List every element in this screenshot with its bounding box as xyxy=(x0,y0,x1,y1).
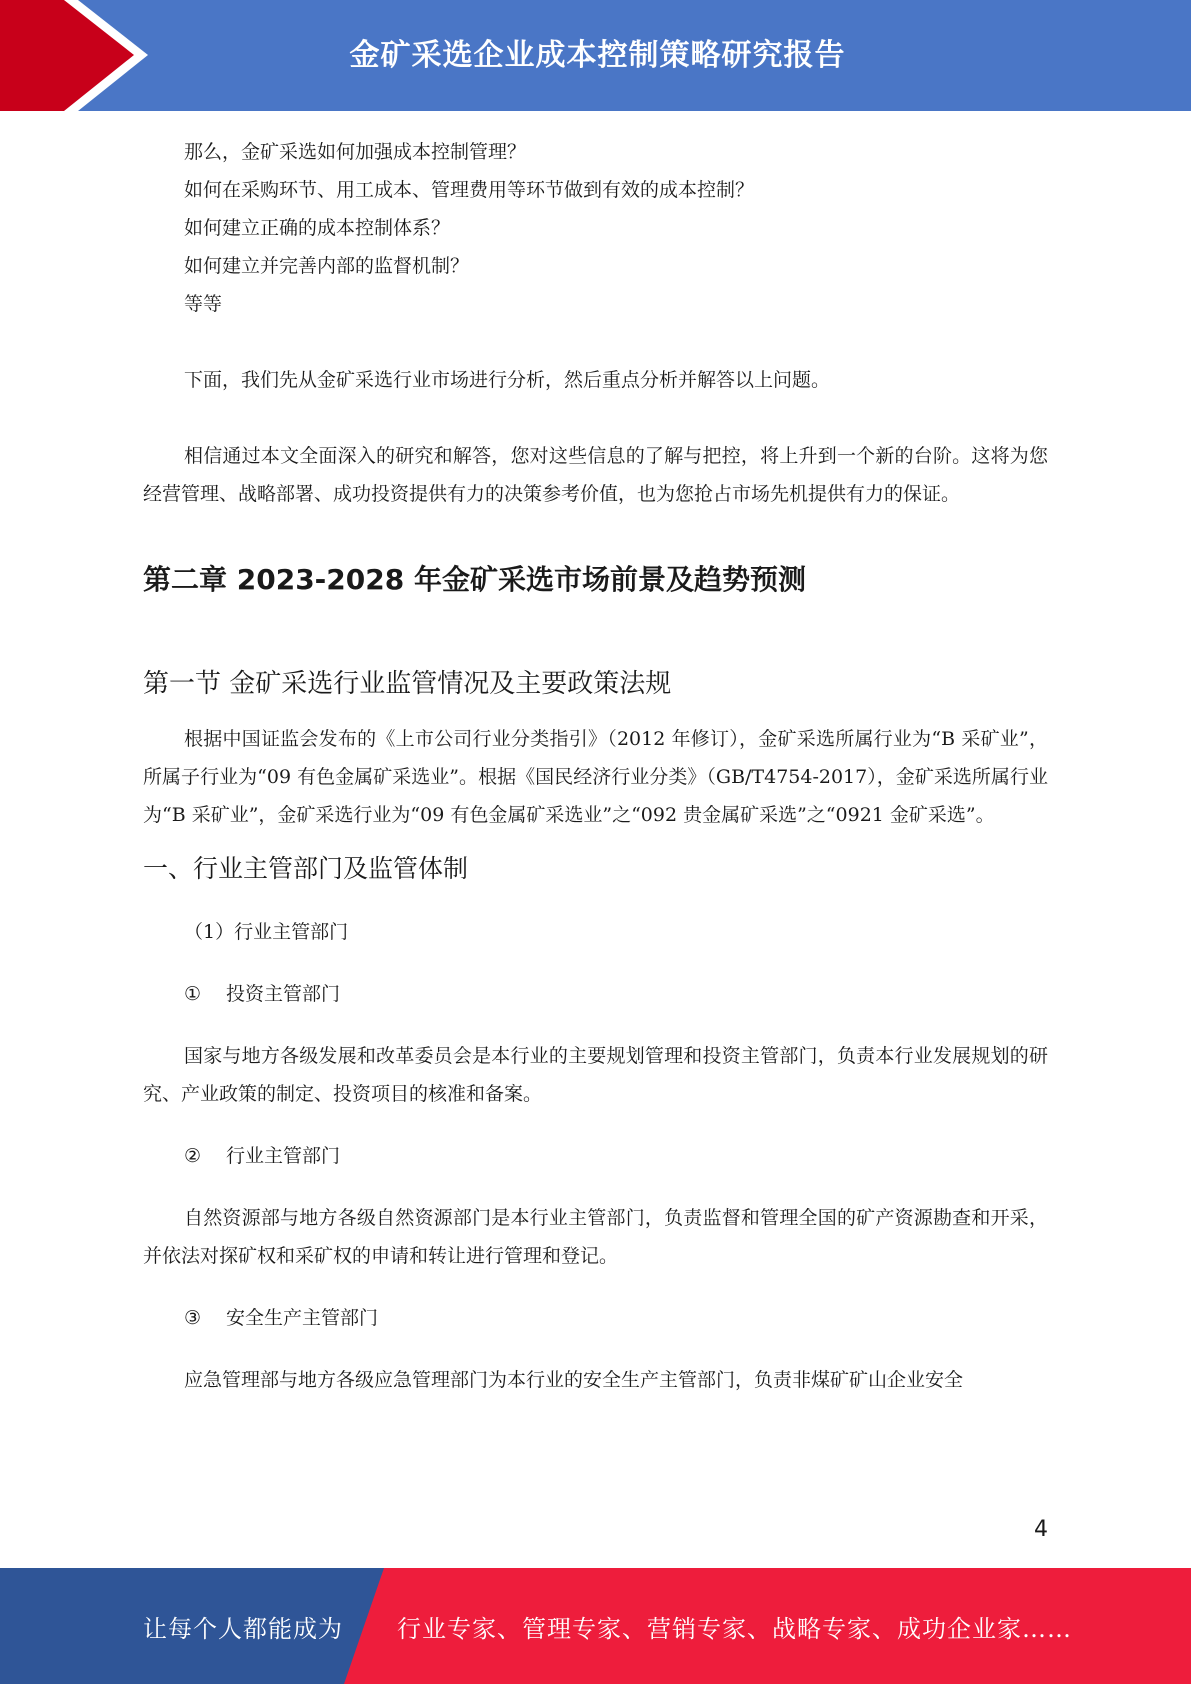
dept-label: 安全生产主管部门 xyxy=(226,1307,379,1329)
page-footer xyxy=(0,1568,1191,1684)
item-heading: （1）行业主管部门 xyxy=(184,921,349,943)
section-title: 第一节 金矿采选行业监管情况及主要政策法规 xyxy=(143,669,672,699)
dept-label: 行业主管部门 xyxy=(226,1145,341,1167)
circled-number: ① xyxy=(184,983,202,1005)
circled-number: ② xyxy=(184,1145,202,1167)
dept1-paragraph: 国家与地方各级发展和改革委员会是本行业的主要规划管理和投资主管部门，负责本行业发展规划的研究、产业政策的制定、投资项目的核准和备案。 xyxy=(143,1045,1048,1105)
question-line: 如何在采购环节、用工成本、管理费用等环节做到有效的成本控制？ xyxy=(184,179,755,201)
subsection-title: 一、行业主管部门及监管体制 xyxy=(143,854,469,883)
dept-heading-industry xyxy=(143,1137,1048,1175)
question-line: 那么，金矿采选如何加强成本控制管理？ xyxy=(184,141,527,163)
dept-heading-safety xyxy=(143,1299,1048,1337)
page-header xyxy=(0,0,1191,111)
dept-heading-investment xyxy=(143,975,1048,1013)
page-content xyxy=(143,133,1048,1399)
value-paragraph: 相信通过本文全面深入的研究和解答，您对这些信息的了解与把控，将上升到一个新的台阶。这将为您经营管理、战略部署、成功投资提供有力的决策参考价值，也为您抢占市场先机提供有力的保证。 xyxy=(143,445,1048,505)
classification-paragraph: 根据中国证监会发布的《上市公司行业分类指引》（2012 年修订），金矿采选所属行业为“B 采矿业”，所属子行业为“09 有色金属矿采选业”。根据《国民经济行业分类》（GB/T4754-2017），金矿采选所属行业为“B 采矿业”，金矿采选行业为“09 有色金属矿采选业”之“092 贵金属矿采选”之“0921 金矿采选”。 xyxy=(143,728,1048,826)
question-line: 如何建立并完善内部的监督机制？ xyxy=(184,255,470,277)
footer-slogan-right: 行业专家、管理专家、营销专家、战略专家、成功企业家…… xyxy=(397,1614,1072,1643)
question-line: 等等 xyxy=(184,293,223,315)
document-title: 金矿采选企业成本控制策略研究报告 xyxy=(349,37,846,73)
dept2-paragraph: 自然资源部与地方各级自然资源部门是本行业主管部门，负责监督和管理全国的矿产资源勘查和开采，并依法对探矿权和采矿权的申请和转让进行管理和登记。 xyxy=(143,1207,1048,1267)
dept-label: 投资主管部门 xyxy=(226,983,341,1005)
question-line: 如何建立正确的成本控制体系？ xyxy=(184,217,451,239)
chapter-title: 第二章 2023-2028 年金矿采选市场前景及趋势预测 xyxy=(143,563,806,596)
intro-paragraph: 下面，我们先从金矿采选行业市场进行分析，然后重点分析并解答以上问题。 xyxy=(184,369,831,391)
dept3-paragraph: 应急管理部与地方各级应急管理部门为本行业的安全生产主管部门，负责非煤矿矿山企业安全 xyxy=(184,1369,964,1391)
page-number: 4 xyxy=(1034,1517,1048,1542)
footer-slogan-left: 让每个人都能成为 xyxy=(143,1614,343,1643)
circled-number: ③ xyxy=(184,1307,202,1329)
